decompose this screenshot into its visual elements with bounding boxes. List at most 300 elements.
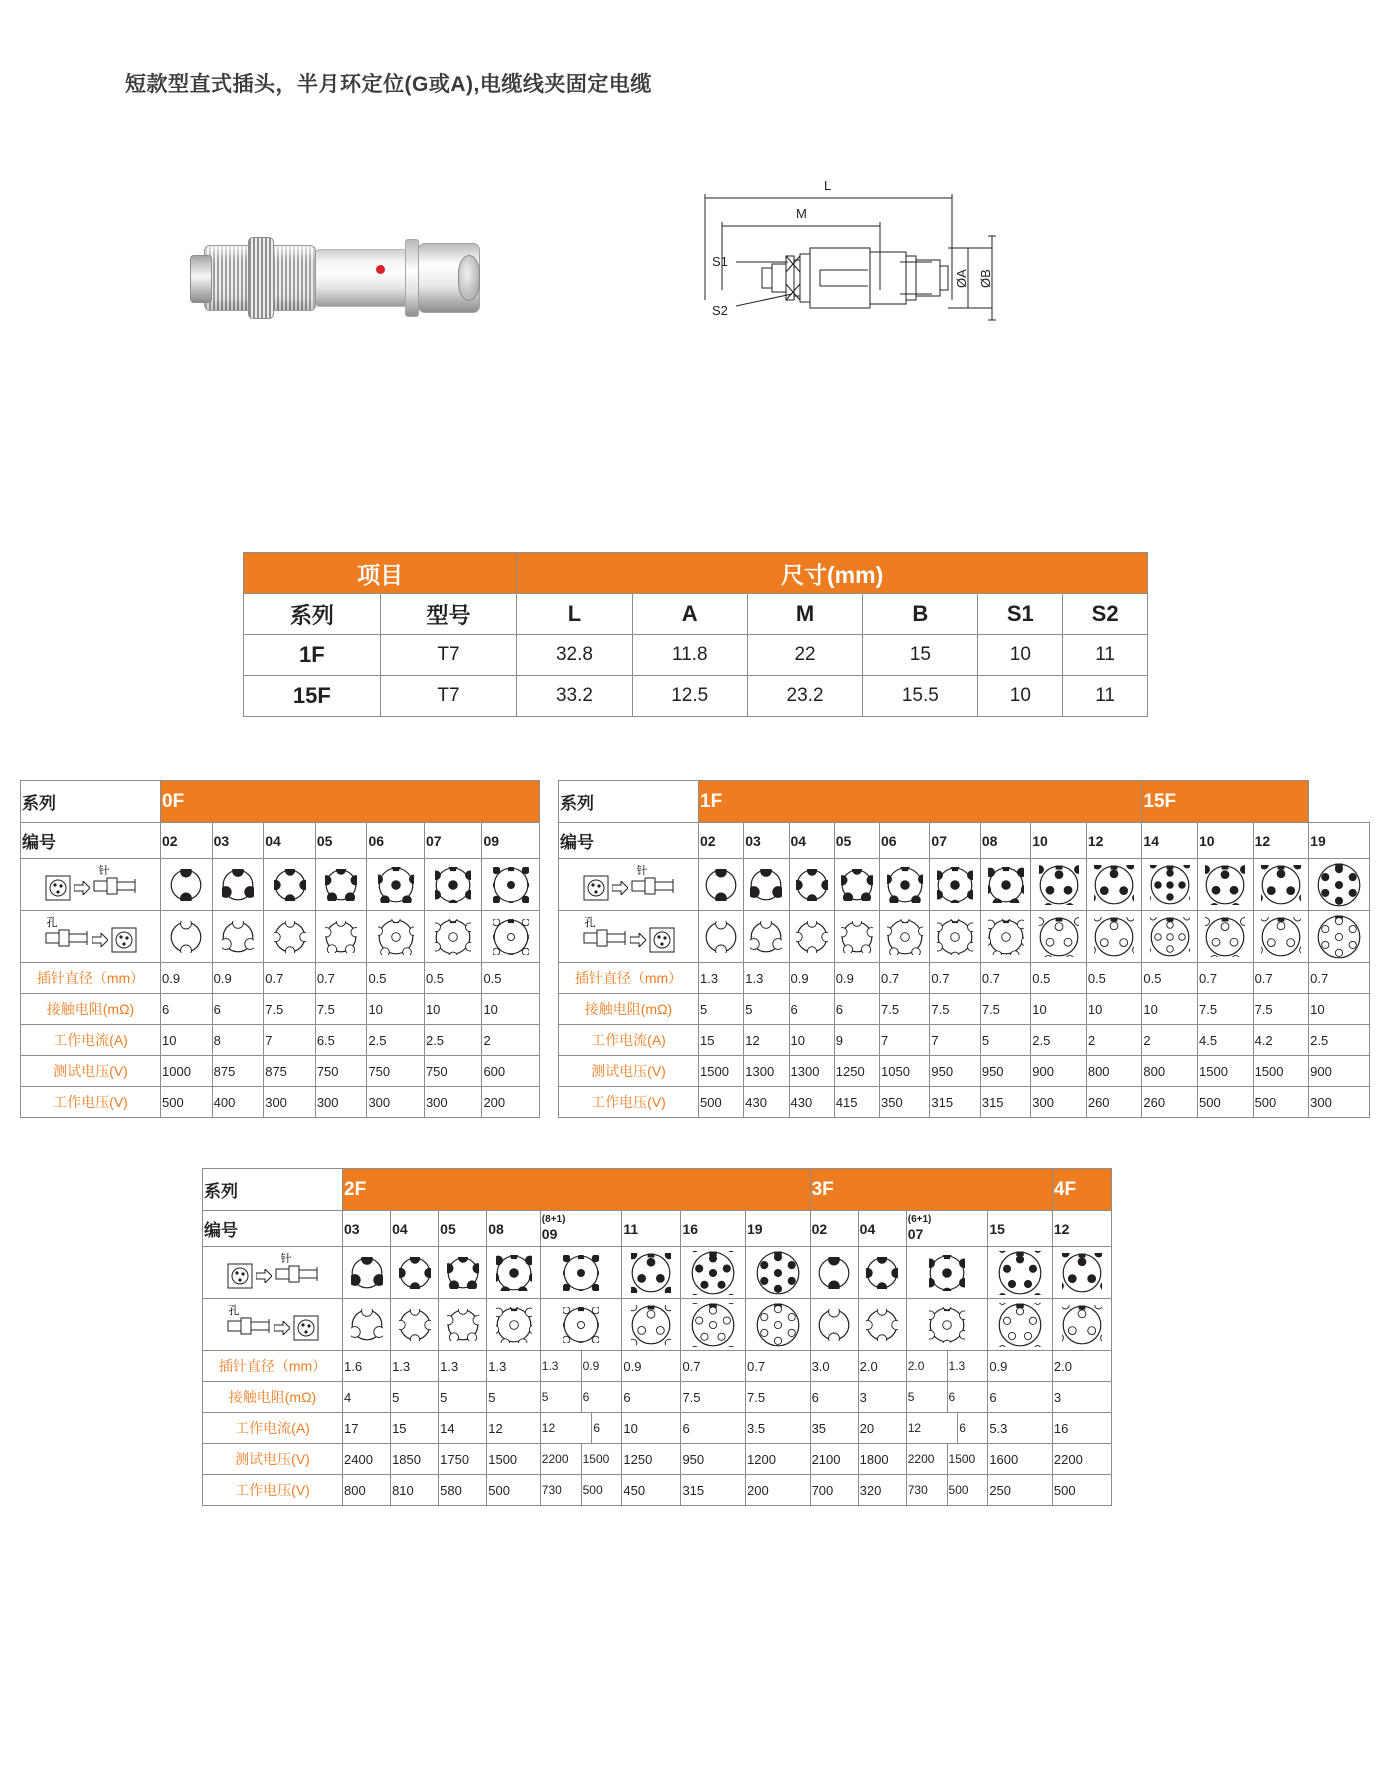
value-work_voltage-19: 200 bbox=[746, 1475, 811, 1506]
value-work_current-10: 4.5 bbox=[1198, 1025, 1254, 1056]
value-contact_res-07: 5 6 bbox=[906, 1382, 988, 1413]
dim-subheader-S1: S1 bbox=[978, 594, 1063, 635]
value-work_voltage-09: 730 500 bbox=[540, 1475, 622, 1506]
pin-insert-09 bbox=[482, 859, 540, 911]
hole-insert-09 bbox=[482, 911, 540, 963]
value-test_voltage-03: 1300 bbox=[744, 1056, 789, 1087]
spec-table-2f bbox=[202, 1168, 1112, 1506]
value-work_current-08: 5 bbox=[980, 1025, 1030, 1056]
cell-A: 11.8 bbox=[632, 635, 747, 676]
value-work_current-06: 2.5 bbox=[367, 1025, 425, 1056]
hole-insert-14 bbox=[1142, 911, 1198, 963]
page-title: 短款型直式插头，半月环定位(G或A),电缆线夹固定电缆 bbox=[125, 73, 652, 96]
number-06: 06 bbox=[367, 823, 425, 859]
value-pin_dia-16: 0.7 bbox=[681, 1351, 746, 1382]
value-work_voltage-11: 450 bbox=[622, 1475, 681, 1506]
value-contact_res-07: 7.5 bbox=[930, 994, 980, 1025]
label-number: 编号 bbox=[21, 823, 161, 859]
value-work_current-10: 2.5 bbox=[1031, 1025, 1087, 1056]
value-contact_res-03: 4 bbox=[343, 1382, 391, 1413]
value-pin_dia-12: 0.7 bbox=[1253, 963, 1309, 994]
value-work_voltage-10: 300 bbox=[1031, 1087, 1087, 1118]
number-02: 02 bbox=[161, 823, 213, 859]
value-test_voltage-14: 800 bbox=[1142, 1056, 1198, 1087]
value-work_voltage-12: 500 bbox=[1052, 1475, 1111, 1506]
value-pin_dia-04: 1.3 bbox=[391, 1351, 439, 1382]
param-test_voltage: 测试电压(V) bbox=[21, 1056, 161, 1087]
value-contact_res-10: 7.5 bbox=[1198, 994, 1254, 1025]
value-pin_dia-14: 0.5 bbox=[1142, 963, 1198, 994]
pin-insert-08 bbox=[980, 859, 1030, 911]
param-work_current: 工作电流(A) bbox=[203, 1413, 343, 1444]
value-pin_dia-02: 1.3 bbox=[699, 963, 744, 994]
value-contact_res-11: 6 bbox=[622, 1382, 681, 1413]
hole-insert-19 bbox=[746, 1299, 811, 1351]
value-work_voltage-02: 700 bbox=[810, 1475, 858, 1506]
value-contact_res-08: 5 bbox=[487, 1382, 541, 1413]
cell-L: 32.8 bbox=[517, 635, 632, 676]
value-work_current-15: 5.3 bbox=[988, 1413, 1053, 1444]
value-contact_res-07: 10 bbox=[424, 994, 482, 1025]
value-contact_res-10: 10 bbox=[1031, 994, 1087, 1025]
cell-B: 15 bbox=[863, 635, 978, 676]
value-work_current-03: 17 bbox=[343, 1413, 391, 1444]
hole-insert-09 bbox=[540, 1299, 622, 1351]
value-test_voltage-12: 800 bbox=[1086, 1056, 1142, 1087]
value-work_voltage-06: 350 bbox=[880, 1087, 930, 1118]
param-work_voltage: 工作电压(V) bbox=[21, 1087, 161, 1118]
pin-insert-06 bbox=[880, 859, 930, 911]
number-11: 11 bbox=[622, 1211, 681, 1247]
pin-insert-15 bbox=[988, 1247, 1053, 1299]
connector-knurled-ring-2 bbox=[248, 237, 274, 319]
value-pin_dia-10: 0.7 bbox=[1198, 963, 1254, 994]
spec-table-0f bbox=[20, 780, 540, 1118]
cell-series: 15F bbox=[244, 676, 381, 717]
param-work_voltage: 工作电压(V) bbox=[203, 1475, 343, 1506]
connector-flange bbox=[405, 239, 419, 317]
number-03: 03 bbox=[212, 823, 264, 859]
value-contact_res-05: 5 bbox=[439, 1382, 487, 1413]
number-08: 08 bbox=[980, 823, 1030, 859]
number-07: 07 bbox=[424, 823, 482, 859]
hole-insert-12 bbox=[1253, 911, 1309, 963]
legend-hole-insert: 孔 bbox=[203, 1299, 343, 1351]
cell-S1: 10 bbox=[978, 635, 1063, 676]
value-work_current-07: 7 bbox=[930, 1025, 980, 1056]
value-pin_dia-02: 0.9 bbox=[161, 963, 213, 994]
number-07: (6+1) 07 bbox=[906, 1211, 988, 1247]
cell-A: 12.5 bbox=[632, 676, 747, 717]
cell-series: 1F bbox=[244, 635, 381, 676]
value-work_voltage-04: 430 bbox=[789, 1087, 834, 1118]
pin-insert-05 bbox=[834, 859, 879, 911]
value-work_voltage-10: 500 bbox=[1198, 1087, 1254, 1118]
pin-insert-10 bbox=[1031, 859, 1087, 911]
technical-drawing bbox=[700, 170, 1100, 385]
number-10: 10 bbox=[1031, 823, 1087, 859]
value-work_voltage-02: 500 bbox=[161, 1087, 213, 1118]
value-contact_res-06: 7.5 bbox=[880, 994, 930, 1025]
value-pin_dia-03: 1.3 bbox=[744, 963, 789, 994]
value-test_voltage-02: 1500 bbox=[699, 1056, 744, 1087]
value-contact_res-08: 7.5 bbox=[980, 994, 1030, 1025]
dim-header-size: 尺寸(mm) bbox=[517, 553, 1148, 594]
value-contact_res-19: 10 bbox=[1309, 994, 1370, 1025]
value-work_current-04: 7 bbox=[264, 1025, 316, 1056]
value-contact_res-04: 5 bbox=[391, 1382, 439, 1413]
value-pin_dia-09: 1.3 0.9 bbox=[540, 1351, 622, 1382]
value-test_voltage-02: 1000 bbox=[161, 1056, 213, 1087]
product-photo bbox=[190, 215, 505, 340]
dimension-table bbox=[243, 552, 1148, 717]
value-work_voltage-08: 500 bbox=[487, 1475, 541, 1506]
value-work_current-08: 12 bbox=[487, 1413, 541, 1444]
value-work_current-09: 2 bbox=[482, 1025, 540, 1056]
hole-insert-12 bbox=[1052, 1299, 1111, 1351]
value-work_current-03: 8 bbox=[212, 1025, 264, 1056]
hole-insert-04 bbox=[391, 1299, 439, 1351]
value-work_voltage-05: 415 bbox=[834, 1087, 879, 1118]
value-work_voltage-05: 300 bbox=[315, 1087, 367, 1118]
number-12: 12 bbox=[1086, 823, 1142, 859]
value-test_voltage-19: 900 bbox=[1309, 1056, 1370, 1087]
value-pin_dia-05: 0.7 bbox=[315, 963, 367, 994]
pin-insert-05 bbox=[439, 1247, 487, 1299]
hole-insert-07 bbox=[930, 911, 980, 963]
value-work_current-14: 2 bbox=[1142, 1025, 1198, 1056]
legend-pin-insert: 针 bbox=[21, 859, 161, 911]
pin-insert-16 bbox=[681, 1247, 746, 1299]
value-pin_dia-12: 0.5 bbox=[1086, 963, 1142, 994]
value-work_current-19: 2.5 bbox=[1309, 1025, 1370, 1056]
value-test_voltage-05: 750 bbox=[315, 1056, 367, 1087]
pin-insert-08 bbox=[487, 1247, 541, 1299]
hole-insert-04 bbox=[789, 911, 834, 963]
value-work_voltage-06: 300 bbox=[367, 1087, 425, 1118]
value-contact_res-04: 7.5 bbox=[264, 994, 316, 1025]
hole-insert-07 bbox=[424, 911, 482, 963]
legend-pin-insert: 针 bbox=[559, 859, 699, 911]
hole-insert-08 bbox=[980, 911, 1030, 963]
dim-label-S1: S1 bbox=[712, 254, 728, 269]
hole-insert-07 bbox=[906, 1299, 988, 1351]
value-test_voltage-10: 1500 bbox=[1198, 1056, 1254, 1087]
connector-cable-end bbox=[190, 255, 212, 303]
value-contact_res-15: 6 bbox=[988, 1382, 1053, 1413]
hole-insert-02 bbox=[161, 911, 213, 963]
label-series: 系列 bbox=[203, 1169, 343, 1211]
value-work_current-07: 12 6 bbox=[906, 1413, 988, 1444]
value-contact_res-04: 3 bbox=[858, 1382, 906, 1413]
pin-insert-12 bbox=[1086, 859, 1142, 911]
pin-insert-12 bbox=[1253, 859, 1309, 911]
dim-subheader-model: 型号 bbox=[380, 594, 517, 635]
pin-insert-02 bbox=[810, 1247, 858, 1299]
value-contact_res-02: 5 bbox=[699, 994, 744, 1025]
hole-insert-15 bbox=[988, 1299, 1053, 1351]
dim-subheader-M: M bbox=[747, 594, 862, 635]
group-header-1f: 1F bbox=[699, 781, 1142, 823]
param-contact_res: 接触电阻(mΩ) bbox=[21, 994, 161, 1025]
value-test_voltage-08: 950 bbox=[980, 1056, 1030, 1087]
value-pin_dia-12: 2.0 bbox=[1052, 1351, 1111, 1382]
number-02: 02 bbox=[810, 1211, 858, 1247]
number-08: 08 bbox=[487, 1211, 541, 1247]
param-work_voltage: 工作电压(V) bbox=[559, 1087, 699, 1118]
value-work_current-04: 10 bbox=[789, 1025, 834, 1056]
value-test_voltage-03: 875 bbox=[212, 1056, 264, 1087]
value-work_voltage-09: 200 bbox=[482, 1087, 540, 1118]
hole-insert-19 bbox=[1309, 911, 1370, 963]
value-contact_res-09: 10 bbox=[482, 994, 540, 1025]
cell-M: 22 bbox=[747, 635, 862, 676]
hole-insert-02 bbox=[810, 1299, 858, 1351]
pin-insert-12 bbox=[1052, 1247, 1111, 1299]
value-pin_dia-05: 1.3 bbox=[439, 1351, 487, 1382]
value-work_voltage-07: 315 bbox=[930, 1087, 980, 1118]
value-pin_dia-10: 0.5 bbox=[1031, 963, 1087, 994]
value-work_current-16: 6 bbox=[681, 1413, 746, 1444]
value-test_voltage-06: 1050 bbox=[880, 1056, 930, 1087]
value-contact_res-02: 6 bbox=[810, 1382, 858, 1413]
pin-insert-07 bbox=[906, 1247, 988, 1299]
pin-insert-07 bbox=[930, 859, 980, 911]
param-contact_res: 接触电阻(mΩ) bbox=[559, 994, 699, 1025]
number-03: 03 bbox=[343, 1211, 391, 1247]
value-work_current-19: 3.5 bbox=[746, 1413, 811, 1444]
value-contact_res-19: 7.5 bbox=[746, 1382, 811, 1413]
number-04: 04 bbox=[391, 1211, 439, 1247]
value-work_current-02: 35 bbox=[810, 1413, 858, 1444]
value-test_voltage-12: 1500 bbox=[1253, 1056, 1309, 1087]
value-pin_dia-11: 0.9 bbox=[622, 1351, 681, 1382]
value-test_voltage-05: 1750 bbox=[439, 1444, 487, 1475]
value-pin_dia-07: 0.5 bbox=[424, 963, 482, 994]
value-test_voltage-16: 950 bbox=[681, 1444, 746, 1475]
group-header-0f: 0F bbox=[161, 781, 540, 823]
connector-red-dot bbox=[376, 265, 385, 274]
value-contact_res-05: 7.5 bbox=[315, 994, 367, 1025]
number-04: 04 bbox=[264, 823, 316, 859]
hole-insert-11 bbox=[622, 1299, 681, 1351]
group-header-2f: 2F bbox=[343, 1169, 811, 1211]
value-test_voltage-07: 950 bbox=[930, 1056, 980, 1087]
value-test_voltage-11: 1250 bbox=[622, 1444, 681, 1475]
param-test_voltage: 测试电压(V) bbox=[203, 1444, 343, 1475]
cell-S2: 11 bbox=[1063, 635, 1148, 676]
hole-insert-10 bbox=[1198, 911, 1254, 963]
value-test_voltage-09: 2200 1500 bbox=[540, 1444, 622, 1475]
number-14: 14 bbox=[1142, 823, 1198, 859]
pin-insert-19 bbox=[746, 1247, 811, 1299]
param-pin_dia: 插针直径（mm） bbox=[21, 963, 161, 994]
number-16: 16 bbox=[681, 1211, 746, 1247]
group-header-4f: 4F bbox=[1052, 1169, 1111, 1211]
value-test_voltage-15: 1600 bbox=[988, 1444, 1053, 1475]
value-test_voltage-07: 750 bbox=[424, 1056, 482, 1087]
param-contact_res: 接触电阻(mΩ) bbox=[203, 1382, 343, 1413]
pin-insert-06 bbox=[367, 859, 425, 911]
value-work_voltage-05: 580 bbox=[439, 1475, 487, 1506]
value-pin_dia-02: 3.0 bbox=[810, 1351, 858, 1382]
value-work_voltage-08: 315 bbox=[980, 1087, 1030, 1118]
dim-label-M: M bbox=[796, 206, 807, 221]
hole-insert-06 bbox=[367, 911, 425, 963]
value-contact_res-12: 3 bbox=[1052, 1382, 1111, 1413]
pin-insert-04 bbox=[391, 1247, 439, 1299]
number-02: 02 bbox=[699, 823, 744, 859]
pin-insert-04 bbox=[858, 1247, 906, 1299]
number-05: 05 bbox=[315, 823, 367, 859]
value-work_voltage-03: 430 bbox=[744, 1087, 789, 1118]
hole-insert-10 bbox=[1031, 911, 1087, 963]
cell-model: T7 bbox=[380, 676, 517, 717]
value-work_current-05: 6.5 bbox=[315, 1025, 367, 1056]
value-contact_res-12: 7.5 bbox=[1253, 994, 1309, 1025]
pin-insert-03 bbox=[212, 859, 264, 911]
value-pin_dia-19: 0.7 bbox=[1309, 963, 1370, 994]
cell-L: 33.2 bbox=[517, 676, 632, 717]
label-number: 编号 bbox=[559, 823, 699, 859]
label-number: 编号 bbox=[203, 1211, 343, 1247]
value-test_voltage-04: 875 bbox=[264, 1056, 316, 1087]
cell-model: T7 bbox=[380, 635, 517, 676]
value-pin_dia-07: 2.0 1.3 bbox=[906, 1351, 988, 1382]
value-test_voltage-06: 750 bbox=[367, 1056, 425, 1087]
value-work_current-12: 4.2 bbox=[1253, 1025, 1309, 1056]
value-test_voltage-09: 600 bbox=[482, 1056, 540, 1087]
legend-hole-insert: 孔 bbox=[21, 911, 161, 963]
hole-insert-06 bbox=[880, 911, 930, 963]
value-work_voltage-19: 300 bbox=[1309, 1087, 1370, 1118]
legend-pin-insert: 针 bbox=[203, 1247, 343, 1299]
hole-insert-03 bbox=[212, 911, 264, 963]
value-pin_dia-19: 0.7 bbox=[746, 1351, 811, 1382]
hole-insert-16 bbox=[681, 1299, 746, 1351]
dim-label-A: ØA bbox=[954, 269, 969, 288]
hole-insert-03 bbox=[744, 911, 789, 963]
pin-insert-05 bbox=[315, 859, 367, 911]
dim-label-S2: S2 bbox=[712, 303, 728, 318]
hole-insert-08 bbox=[487, 1299, 541, 1351]
hole-insert-12 bbox=[1086, 911, 1142, 963]
number-05: 05 bbox=[834, 823, 879, 859]
value-work_current-04: 20 bbox=[858, 1413, 906, 1444]
spec-table-1f bbox=[558, 780, 1370, 1118]
value-test_voltage-19: 1200 bbox=[746, 1444, 811, 1475]
value-contact_res-06: 10 bbox=[367, 994, 425, 1025]
value-contact_res-05: 6 bbox=[834, 994, 879, 1025]
value-contact_res-02: 6 bbox=[161, 994, 213, 1025]
value-work_current-04: 15 bbox=[391, 1413, 439, 1444]
label-series: 系列 bbox=[21, 781, 161, 823]
value-test_voltage-04: 1800 bbox=[858, 1444, 906, 1475]
value-pin_dia-06: 0.5 bbox=[367, 963, 425, 994]
value-work_current-09: 12 6 bbox=[540, 1413, 622, 1444]
value-work_voltage-04: 810 bbox=[391, 1475, 439, 1506]
value-work_voltage-14: 260 bbox=[1142, 1087, 1198, 1118]
number-05: 05 bbox=[439, 1211, 487, 1247]
dim-subheader-series: 系列 bbox=[244, 594, 381, 635]
hole-insert-05 bbox=[439, 1299, 487, 1351]
number-09: (8+1) 09 bbox=[540, 1211, 622, 1247]
table-row bbox=[244, 635, 1148, 676]
value-test_voltage-03: 2400 bbox=[343, 1444, 391, 1475]
value-work_voltage-02: 500 bbox=[699, 1087, 744, 1118]
connector-bore bbox=[458, 255, 480, 301]
label-series: 系列 bbox=[559, 781, 699, 823]
param-test_voltage: 测试电压(V) bbox=[559, 1056, 699, 1087]
value-contact_res-03: 5 bbox=[744, 994, 789, 1025]
pin-insert-14 bbox=[1142, 859, 1198, 911]
pin-insert-02 bbox=[161, 859, 213, 911]
value-pin_dia-04: 2.0 bbox=[858, 1351, 906, 1382]
value-contact_res-12: 10 bbox=[1086, 994, 1142, 1025]
value-pin_dia-08: 0.7 bbox=[980, 963, 1030, 994]
value-work_current-03: 12 bbox=[744, 1025, 789, 1056]
cell-M: 23.2 bbox=[747, 676, 862, 717]
dim-subheader-B: B bbox=[863, 594, 978, 635]
value-work_voltage-04: 320 bbox=[858, 1475, 906, 1506]
value-contact_res-09: 5 6 bbox=[540, 1382, 622, 1413]
value-pin_dia-04: 0.7 bbox=[264, 963, 316, 994]
number-12: 12 bbox=[1253, 823, 1309, 859]
value-pin_dia-15: 0.9 bbox=[988, 1351, 1053, 1382]
value-pin_dia-09: 0.5 bbox=[482, 963, 540, 994]
pin-insert-04 bbox=[789, 859, 834, 911]
table-row bbox=[244, 676, 1148, 717]
value-work_current-11: 10 bbox=[622, 1413, 681, 1444]
param-work_current: 工作电流(A) bbox=[559, 1025, 699, 1056]
pin-insert-02 bbox=[699, 859, 744, 911]
number-19: 19 bbox=[1309, 823, 1370, 859]
dim-label-B: ØB bbox=[978, 269, 993, 288]
hole-insert-02 bbox=[699, 911, 744, 963]
pin-insert-10 bbox=[1198, 859, 1254, 911]
value-contact_res-03: 6 bbox=[212, 994, 264, 1025]
value-pin_dia-03: 1.6 bbox=[343, 1351, 391, 1382]
value-work_voltage-12: 260 bbox=[1086, 1087, 1142, 1118]
value-work_current-06: 7 bbox=[880, 1025, 930, 1056]
group-header-3f: 3F bbox=[810, 1169, 1052, 1211]
value-test_voltage-08: 1500 bbox=[487, 1444, 541, 1475]
value-test_voltage-05: 1250 bbox=[834, 1056, 879, 1087]
number-09: 09 bbox=[482, 823, 540, 859]
value-contact_res-16: 7.5 bbox=[681, 1382, 746, 1413]
value-test_voltage-07: 2200 1500 bbox=[906, 1444, 988, 1475]
value-work_current-02: 10 bbox=[161, 1025, 213, 1056]
value-work_current-05: 14 bbox=[439, 1413, 487, 1444]
dim-subheader-L: L bbox=[517, 594, 632, 635]
value-pin_dia-03: 0.9 bbox=[212, 963, 264, 994]
value-work_voltage-12: 500 bbox=[1253, 1087, 1309, 1118]
param-pin_dia: 插针直径（mm） bbox=[559, 963, 699, 994]
value-work_voltage-15: 250 bbox=[988, 1475, 1053, 1506]
param-pin_dia: 插针直径（mm） bbox=[203, 1351, 343, 1382]
number-19: 19 bbox=[746, 1211, 811, 1247]
value-work_current-02: 15 bbox=[699, 1025, 744, 1056]
value-pin_dia-06: 0.7 bbox=[880, 963, 930, 994]
value-pin_dia-04: 0.9 bbox=[789, 963, 834, 994]
cell-S2: 11 bbox=[1063, 676, 1148, 717]
value-work_voltage-16: 315 bbox=[681, 1475, 746, 1506]
pin-insert-04 bbox=[264, 859, 316, 911]
value-contact_res-14: 10 bbox=[1142, 994, 1198, 1025]
hole-insert-04 bbox=[858, 1299, 906, 1351]
legend-hole-insert: 孔 bbox=[559, 911, 699, 963]
pin-insert-11 bbox=[622, 1247, 681, 1299]
